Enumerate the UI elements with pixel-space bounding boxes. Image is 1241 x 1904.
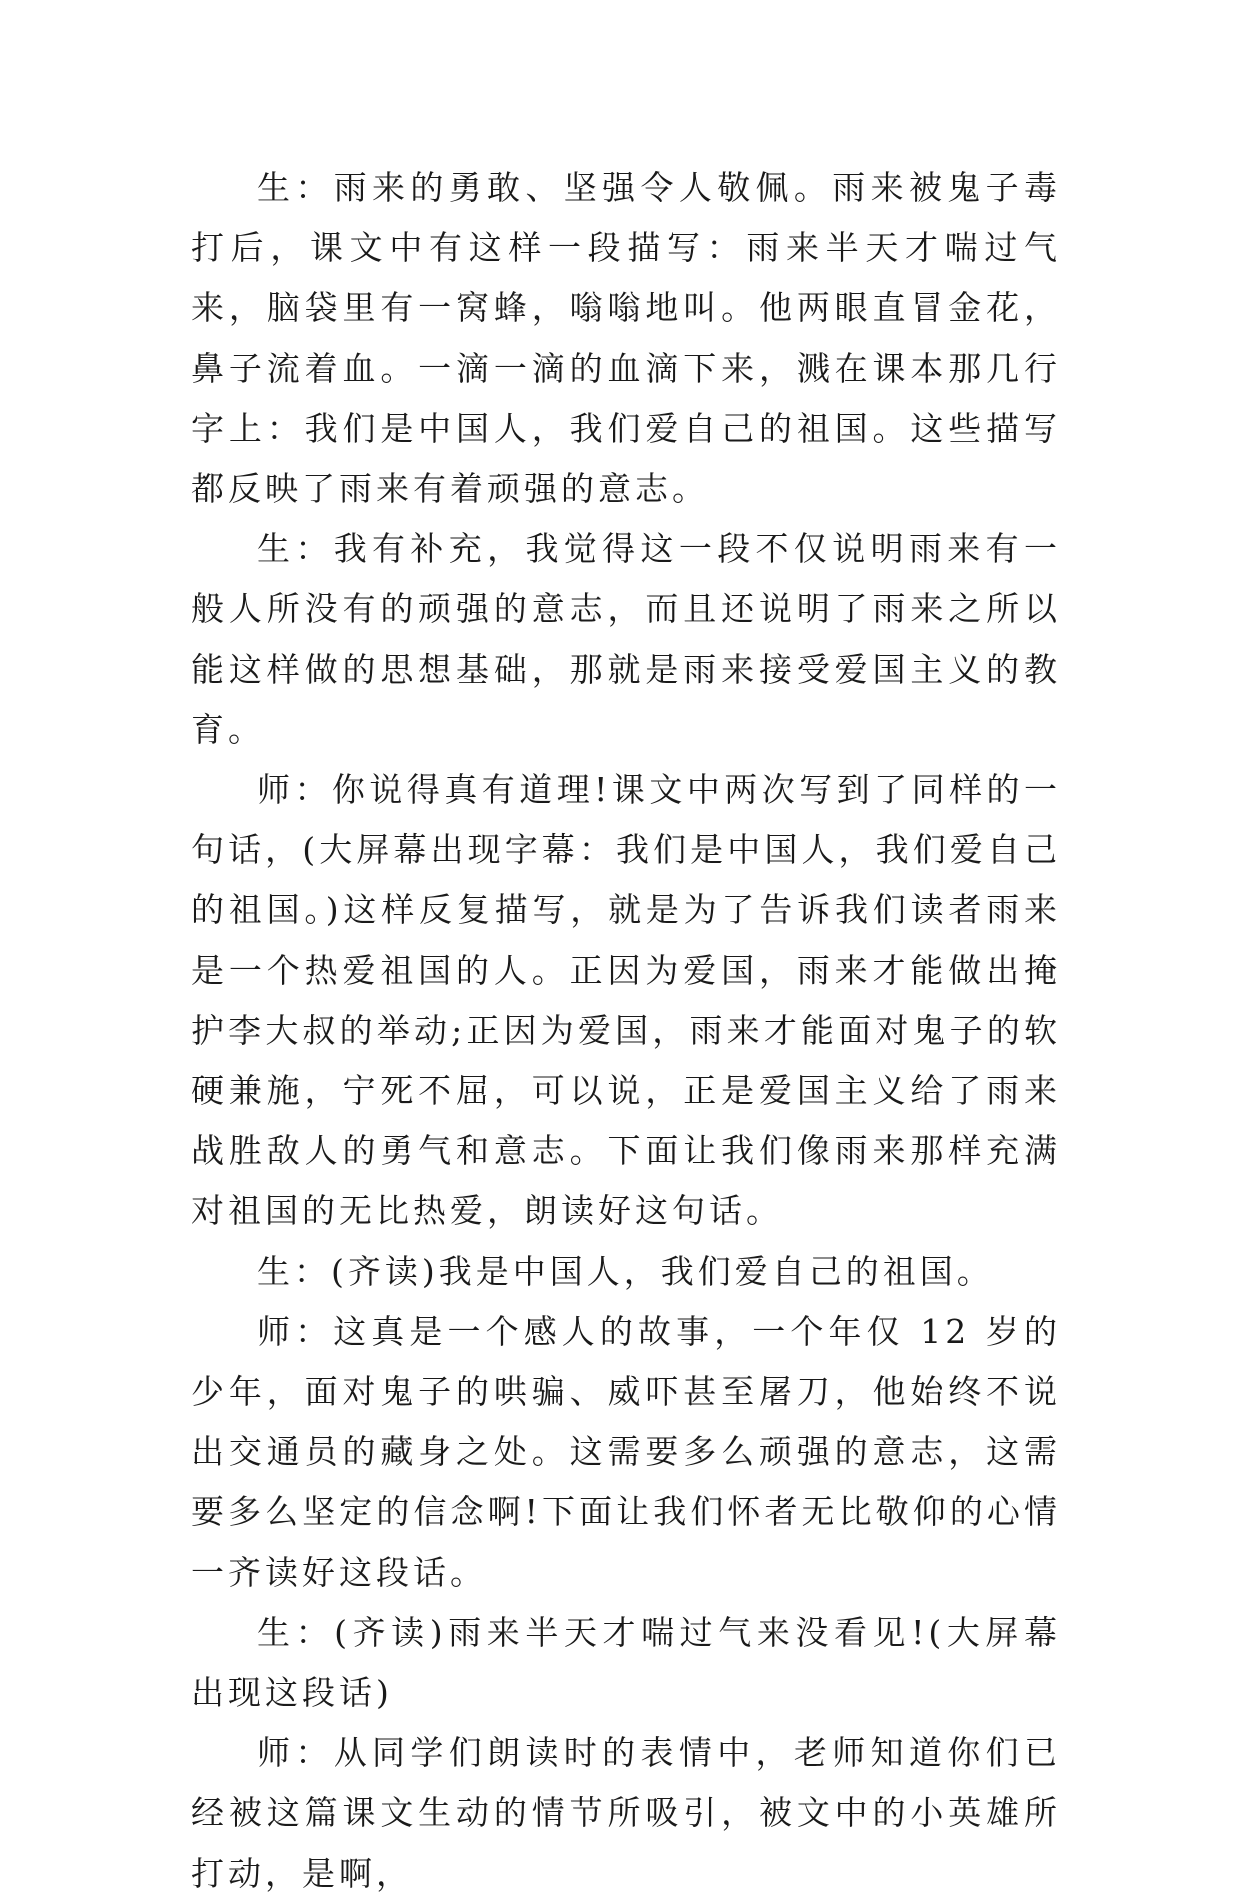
paragraph: 师：从同学们朗读时的表情中，老师知道你们已经被这篇课文生动的情节所吸引，被文中的小英雄所打动，是啊， [191, 1733, 1061, 1893]
paragraph: 生：(齐读)雨来半天才喘过气来没看见!(大屏幕出现这段话) [191, 1612, 1061, 1713]
paragraph: 生：雨来的勇敢、坚强令人敬佩。雨来被鬼子毒打后，课文中有这样一段描写：雨来半天才喘过气来，脑袋里有一窝蜂，嗡嗡地叫。他两眼直冒金花，鼻子流着血。一滴一滴的血滴下来，溅在课本那几行字上：我们是中国人，我们爱自己的祖国。这些描写都反映了雨来有着顽强的意志。 [191, 168, 1061, 509]
paragraph: 生：我有补充，我觉得这一段不仅说明雨来有一般人所没有的顽强的意志，而且还说明了雨来之所以能这样做的思想基础，那就是雨来接受爱国主义的教育。 [191, 529, 1061, 749]
paragraph: 生：(齐读)我是中国人，我们爱自己的祖国。 [257, 1251, 994, 1291]
paragraph: 师：这真是一个感人的故事，一个年仅 12 岁的少年，面对鬼子的哄骗、威吓甚至屠刀，他始终不说出交通员的藏身之处。这需要多么顽强的意志，这需要多么坚定的信念啊!下面让我们怀者无比敬仰的心情一齐读好这段话。 [191, 1311, 1061, 1592]
document-body [191, 158, 1061, 1904]
paragraph: 师：你说得真有道理!课文中两次写到了同样的一句话，(大屏幕出现字幕：我们是中国人，我们爱自己的祖国。)这样反复描写，就是为了告诉我们读者雨来是一个热爱祖国的人。正因为爱国，雨来才能做出掩护李大叔的举动;正因为爱国，雨来才能面对鬼子的软硬兼施，宁死不屈，可以说，正是爱国主义给了雨来战胜敌人的勇气和意志。下面让我们像雨来那样充满对祖国的无比热爱，朗读好这句话。 [191, 770, 1061, 1231]
